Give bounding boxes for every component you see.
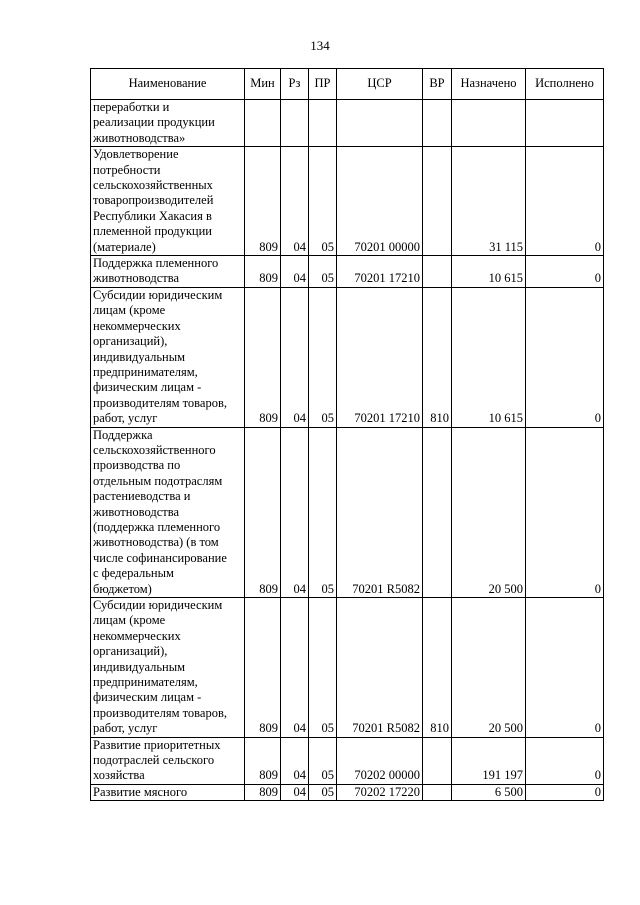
cell-name: Субсидии юридическим лицам (кроме некоммерческих организаций), индивидуальным предпринимателям, физическим лицам - производителям товаров, работ, услуг bbox=[91, 287, 245, 427]
cell-min: 809 bbox=[245, 256, 281, 288]
cell-csr: 70201 17210 bbox=[337, 256, 423, 288]
cell-assigned: 191 197 bbox=[452, 737, 526, 784]
cell-name: переработки и реализации продукции животноводства» bbox=[91, 100, 245, 147]
cell-name: Развитие мясного bbox=[91, 784, 245, 800]
cell-name: Субсидии юридическим лицам (кроме некоммерческих организаций), индивидуальным предпринимателям, физическим лицам - производителям товаров, работ, услуг bbox=[91, 598, 245, 738]
cell-pr: 05 bbox=[309, 427, 337, 597]
cell-pr: 05 bbox=[309, 256, 337, 288]
header-pr: ПР bbox=[309, 69, 337, 100]
cell-assigned: 10 615 bbox=[452, 287, 526, 427]
table-header-row bbox=[91, 69, 604, 100]
cell-rz: 04 bbox=[281, 737, 309, 784]
header-name: Наименование bbox=[91, 69, 245, 100]
cell-min: 809 bbox=[245, 427, 281, 597]
cell-pr: 05 bbox=[309, 784, 337, 800]
cell-csr bbox=[337, 100, 423, 147]
cell-rz: 04 bbox=[281, 784, 309, 800]
table-row bbox=[91, 147, 604, 256]
cell-csr: 70201 R5082 bbox=[337, 427, 423, 597]
cell-executed: 0 bbox=[526, 784, 604, 800]
cell-assigned: 31 115 bbox=[452, 147, 526, 256]
table-row bbox=[91, 287, 604, 427]
table-row bbox=[91, 256, 604, 288]
cell-min: 809 bbox=[245, 737, 281, 784]
cell-vr bbox=[423, 737, 452, 784]
header-csr: ЦСР bbox=[337, 69, 423, 100]
cell-vr: 810 bbox=[423, 287, 452, 427]
table-row bbox=[91, 427, 604, 597]
cell-name: Поддержка племенного животноводства bbox=[91, 256, 245, 288]
cell-min: 809 bbox=[245, 287, 281, 427]
cell-vr bbox=[423, 784, 452, 800]
cell-name: Развитие приоритетных подотраслей сельского хозяйства bbox=[91, 737, 245, 784]
cell-csr: 70201 17210 bbox=[337, 287, 423, 427]
cell-assigned: 20 500 bbox=[452, 598, 526, 738]
cell-min bbox=[245, 100, 281, 147]
cell-executed: 0 bbox=[526, 427, 604, 597]
table-row bbox=[91, 598, 604, 738]
header-vr: ВР bbox=[423, 69, 452, 100]
cell-rz: 04 bbox=[281, 256, 309, 288]
cell-vr bbox=[423, 147, 452, 256]
cell-rz: 04 bbox=[281, 147, 309, 256]
cell-executed: 0 bbox=[526, 287, 604, 427]
cell-vr bbox=[423, 427, 452, 597]
cell-csr: 70202 00000 bbox=[337, 737, 423, 784]
cell-executed: 0 bbox=[526, 598, 604, 738]
header-executed: Исполнено bbox=[526, 69, 604, 100]
table-row bbox=[91, 100, 604, 147]
header-min: Мин bbox=[245, 69, 281, 100]
cell-rz bbox=[281, 100, 309, 147]
cell-executed: 0 bbox=[526, 147, 604, 256]
cell-pr: 05 bbox=[309, 147, 337, 256]
cell-name: Удовлетворение потребности сельскохозяйственных товаропроизводителей Республики Хакасия в племенной продукции (материале) bbox=[91, 147, 245, 256]
cell-pr: 05 bbox=[309, 287, 337, 427]
cell-csr: 70202 17220 bbox=[337, 784, 423, 800]
cell-executed: 0 bbox=[526, 256, 604, 288]
budget-table bbox=[90, 68, 604, 801]
cell-assigned: 20 500 bbox=[452, 427, 526, 597]
table-row bbox=[91, 737, 604, 784]
cell-pr: 05 bbox=[309, 598, 337, 738]
cell-min: 809 bbox=[245, 784, 281, 800]
cell-vr: 810 bbox=[423, 598, 452, 738]
cell-pr bbox=[309, 100, 337, 147]
cell-vr bbox=[423, 256, 452, 288]
cell-min: 809 bbox=[245, 147, 281, 256]
header-assigned: Назначено bbox=[452, 69, 526, 100]
cell-csr: 70201 00000 bbox=[337, 147, 423, 256]
cell-pr: 05 bbox=[309, 737, 337, 784]
cell-assigned: 6 500 bbox=[452, 784, 526, 800]
header-rz: Рз bbox=[281, 69, 309, 100]
cell-min: 809 bbox=[245, 598, 281, 738]
page-number: 134 bbox=[310, 38, 330, 53]
cell-executed: 0 bbox=[526, 737, 604, 784]
cell-rz: 04 bbox=[281, 287, 309, 427]
cell-name: Поддержка сельскохозяйственного производства по отдельным подотраслям растениеводства и животноводства (поддержка племенного животноводства) (в том числе софинансирование с федеральным бюджетом) bbox=[91, 427, 245, 597]
cell-executed bbox=[526, 100, 604, 147]
cell-assigned: 10 615 bbox=[452, 256, 526, 288]
table-row bbox=[91, 784, 604, 800]
cell-csr: 70201 R5082 bbox=[337, 598, 423, 738]
cell-rz: 04 bbox=[281, 598, 309, 738]
cell-vr bbox=[423, 100, 452, 147]
cell-rz: 04 bbox=[281, 427, 309, 597]
cell-assigned bbox=[452, 100, 526, 147]
